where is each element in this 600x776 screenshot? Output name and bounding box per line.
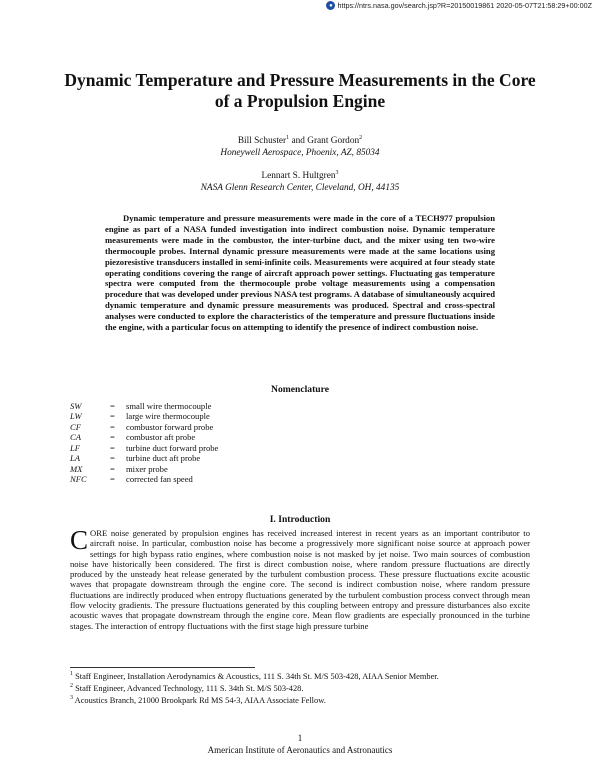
footnotes	[70, 671, 530, 707]
nomenclature-symbol: SW	[70, 401, 82, 411]
footnote-text: Acoustics Branch, 21000 Brookpark Rd MS 54-3, AIAA Associate Fellow.	[74, 696, 326, 705]
section-heading-introduction: I. Introduction	[269, 514, 331, 525]
author-block-2	[60, 170, 540, 194]
nomenclature-symbol: NFC	[70, 474, 87, 485]
organization-footer: American Institute of Aeronautics and Astronautics	[207, 745, 393, 755]
nomenclature-definition: combustor aft probe	[126, 432, 196, 443]
footnote	[70, 671, 530, 683]
drop-cap: C	[70, 525, 89, 555]
nomenclature-definition: combustor forward probe	[126, 421, 214, 432]
footnote-text: Staff Engineer, Advanced Technology, 111 S. 34th St. M/S 503-428.	[75, 684, 304, 693]
nomenclature-definition: turbine duct forward probe	[126, 442, 219, 453]
equals-sign: =	[110, 474, 115, 485]
abstract: Dynamic temperature and pressure measurements were made in the core of a TECH977 propulsion engine as part of a NASA funded investigation into indirect combustion noise. Dynamic temperature measurements were made in the combustor, the inter-turbine duct, and the mixer using ten two-wire thermocouple probes. Internal dynamic pressure measurements were made at the same locations using piezoresistive transducers installed in semi-infinite coils. Measurements were acquired at four steady state operating conditions covering the range of aircraft approach power settings. Fluctuating gas temperature spectra were computed from the thermocouple probe voltage measurements using a compensation procedure that was developed under previous NASA test programs. A database of simultaneously acquired dynamic temperature and dynamic pressure measurements was produced. Spectral and cross-spectral analyses were conducted to explore the characteristics of the temperature and pressure fluctuations inside the engine, with a particular focus on attempting to identify the presence of indirect combustion noise.	[105, 213, 495, 333]
nomenclature-definition: large wire thermocouple	[126, 411, 210, 422]
nomenclature-row	[70, 474, 218, 484]
equals-sign: =	[110, 411, 115, 422]
affiliation: Honeywell Aerospace, Phoenix, AZ, 85034	[220, 148, 380, 158]
nomenclature-symbol: MX	[70, 463, 83, 474]
footnote-mark: 1	[286, 134, 290, 141]
introduction-text: ORE noise generated by propulsion engines has received increased interest in recent years as an important contributor to aircraft noise. In particular, combustion noise has become a progressively more significant noise source at approach power settings for high bypass ratio engines, where combustion noise is not masked by jet noise. Two main sources of combustion noise have historically been considered. The first is direct combustion noise, where random pressure fluctuations are directly produced by the unsteady heat release generated by the turbulent combustion process. These pressure fluctuations excite acoustic waves that propagate downstream through the engine core. The second is indirect combustion noise, where random pressure fluctuations are indirectly produced when entropy fluctuations generated by the turbulent combustion process convect through mean flow velocity gradients. The pressure fluctuations generated by this coupling between entropy and pressure disturbances also excite acoustic waves that propagate downstream through the engine core. Mean flow gradients are especially pronounced in the turbine stages. The interaction of entropy fluctuations with the first stage high pressure turbine	[70, 528, 530, 631]
nomenclature-row	[70, 432, 218, 442]
footnote-mark: 3	[70, 695, 73, 702]
introduction-paragraph	[70, 525, 530, 631]
nomenclature-row	[70, 401, 218, 411]
footnote-divider	[70, 667, 255, 668]
affiliation: NASA Glenn Research Center, Cleveland, OH, 44135	[200, 183, 400, 193]
nomenclature-definition: mixer probe	[126, 463, 168, 474]
author-name: Bill Schuster	[237, 136, 287, 146]
author-name: Lennart S. Hultgren	[261, 171, 336, 181]
footnote-mark: 1	[70, 671, 73, 678]
nomenclature-symbol: CF	[70, 421, 81, 432]
footnote	[70, 695, 530, 707]
nomenclature-heading: Nomenclature	[271, 384, 329, 395]
equals-sign: =	[110, 432, 115, 443]
nomenclature-definition: corrected fan speed	[126, 474, 193, 485]
equals-sign: =	[110, 453, 115, 464]
author-block-1	[60, 135, 540, 159]
nomenclature-row	[70, 422, 218, 432]
footnote-text: Staff Engineer, Installation Aerodynamics & Acoustics, 111 S. 34th St. M/S 503-428, AIAA Senior Member.	[75, 672, 439, 681]
nomenclature-symbol: CA	[70, 432, 81, 443]
footnote-mark: 2	[359, 134, 363, 141]
nomenclature-row	[70, 443, 218, 453]
equals-sign: =	[110, 401, 115, 411]
nomenclature-symbol: LF	[70, 442, 81, 453]
equals-sign: =	[110, 421, 115, 432]
nomenclature-row	[70, 464, 218, 474]
nomenclature-symbol: LA	[70, 453, 81, 464]
nomenclature-symbol: LW	[70, 411, 82, 422]
page-number: 1	[297, 733, 303, 743]
author-name: Grant Gordon	[307, 136, 360, 146]
equals-sign: =	[110, 442, 115, 453]
footnote-mark: 3	[335, 169, 339, 176]
nomenclature-row	[70, 453, 218, 463]
nasa-ntrs-icon: ●	[326, 1, 335, 10]
footnote	[70, 683, 530, 695]
nomenclature-list	[70, 401, 218, 485]
footnote-mark: 2	[70, 683, 73, 690]
author-connector: and	[291, 136, 305, 146]
nomenclature-row	[70, 411, 218, 421]
source-stamp-text: https://ntrs.nasa.gov/search.jsp?R=20150019861 2020-05-07T21:58:29+00:00Z	[337, 1, 592, 10]
equals-sign: =	[110, 463, 115, 474]
authors-line	[60, 135, 540, 147]
source-stamp	[326, 1, 592, 10]
nomenclature-definition: small wire thermocouple	[126, 401, 212, 411]
nomenclature-definition: turbine duct aft probe	[126, 453, 201, 464]
authors-line	[60, 170, 540, 182]
paper-title: Dynamic Temperature and Pressure Measurements in the Core of a Propulsion Engine	[64, 70, 536, 111]
